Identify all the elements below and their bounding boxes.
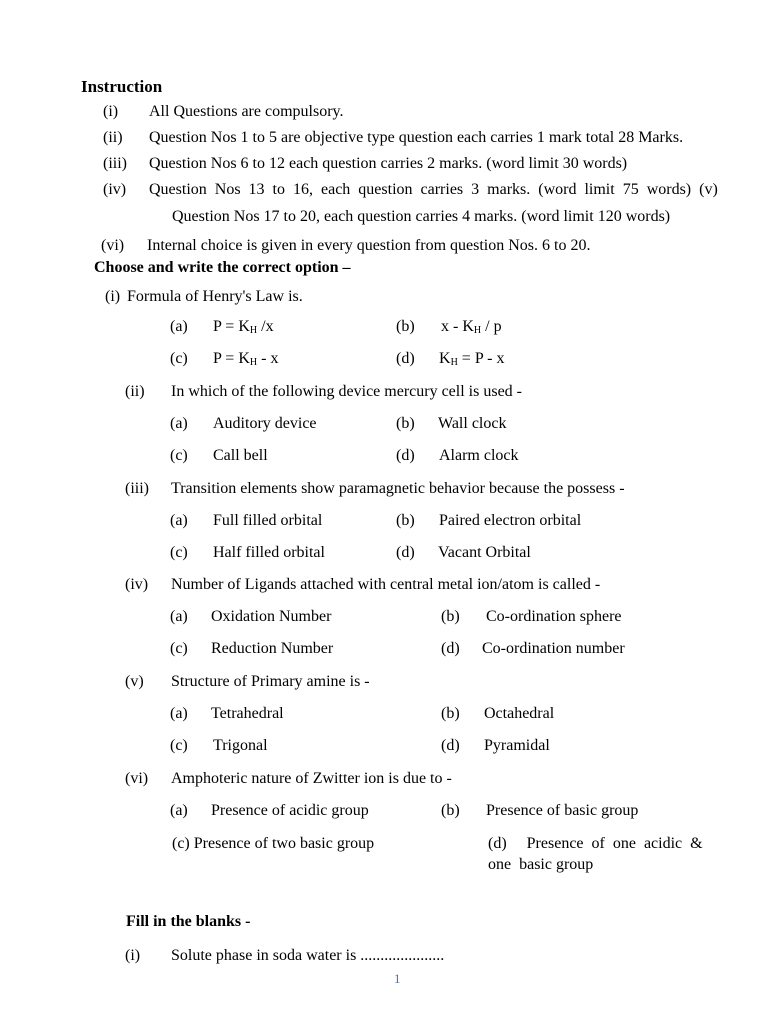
- option-label: (c): [170, 737, 188, 754]
- instruction-text: Internal choice is given in every question from question Nos. 6 to 20.: [147, 237, 591, 254]
- option-label: (d): [396, 544, 415, 561]
- option-text: Presence of basic group: [486, 802, 639, 819]
- question-text: Number of Ligands attached with central metal ion/atom is called -: [171, 576, 601, 593]
- section-heading: Choose and write the correct option –: [94, 259, 351, 276]
- option-formula: [213, 317, 274, 337]
- option-text: Wall clock: [438, 415, 507, 432]
- question-num: (iv): [125, 576, 149, 593]
- option-text: (c) Presence of two basic group: [172, 835, 375, 852]
- instruction-text: Question Nos 13 to 16, each question carries 3 marks. (word limit 75 words) (v): [149, 181, 718, 198]
- option-label: (a): [170, 512, 188, 529]
- formula-part: x - K: [441, 318, 474, 335]
- option-label: (b): [441, 802, 460, 819]
- option-text: Paired electron orbital: [439, 512, 582, 529]
- question-text: Amphoteric nature of Zwitter ion is due to -: [171, 770, 452, 787]
- option-text: Call bell: [213, 447, 268, 464]
- formula-part: - x: [257, 350, 279, 367]
- option-text: Vacant Orbital: [438, 544, 531, 561]
- instruction-num: (iv): [103, 181, 127, 198]
- option-label: (a): [170, 705, 188, 722]
- question-num: (vi): [125, 770, 149, 787]
- question-num: (ii): [125, 383, 145, 400]
- instruction-text: Question Nos 6 to 12 each question carries 2 marks. (word limit 30 words): [149, 155, 628, 172]
- option-label: (b): [396, 415, 415, 432]
- formula-sub: H: [249, 325, 258, 336]
- option-text-continued: one basic group: [488, 856, 594, 873]
- question-text: Transition elements show paramagnetic behavior because the possess -: [171, 480, 625, 497]
- instruction-text: All Questions are compulsory.: [149, 103, 344, 120]
- instruction-heading: Instruction: [81, 77, 163, 96]
- option-text: Auditory device: [213, 415, 317, 432]
- option-formula: [439, 349, 504, 369]
- option-label: (a): [170, 608, 188, 625]
- option-text: Alarm clock: [439, 447, 519, 464]
- page-number: 1: [394, 971, 401, 986]
- option-label: (b): [441, 705, 460, 722]
- option-text: Presence of acidic group: [211, 802, 369, 819]
- instruction-num: (iii): [103, 155, 127, 172]
- option-label: (c): [170, 350, 188, 367]
- question-num: (iii): [125, 480, 149, 497]
- option-label: (d): [441, 737, 460, 754]
- option-formula: [441, 317, 502, 337]
- question-text: Solute phase in soda water is .....................: [171, 947, 445, 964]
- option-text: Oxidation Number: [211, 608, 332, 625]
- question-num: (i): [105, 288, 121, 305]
- option-text: Half filled orbital: [213, 544, 325, 561]
- formula-sub: H: [249, 357, 258, 368]
- option-label: (c): [170, 544, 188, 561]
- formula-part: /x: [257, 318, 274, 335]
- option-text: Full filled orbital: [213, 512, 323, 529]
- option-text: Trigonal: [213, 737, 268, 754]
- option-label: (c): [170, 640, 188, 657]
- option-label: (a): [170, 318, 188, 335]
- option-label: (d): [396, 447, 415, 464]
- question-num: (i): [125, 947, 141, 964]
- formula-part: K: [439, 350, 451, 367]
- instruction-text: Question Nos 1 to 5 are objective type question each carries 1 mark total 28 Marks.: [149, 129, 684, 146]
- question-text: In which of the following device mercury cell is used -: [171, 383, 522, 400]
- option-formula: [213, 349, 278, 369]
- option-label: (b): [396, 512, 415, 529]
- formula-part: P = K: [213, 318, 250, 335]
- option-text: Co-ordination number: [482, 640, 625, 657]
- option-text: Octahedral: [484, 705, 555, 722]
- instruction-text: Question Nos 17 to 20, each question carries 4 marks. (word limit 120 words): [172, 208, 671, 225]
- formula-sub: H: [473, 325, 482, 336]
- option-label: (a): [170, 802, 188, 819]
- option-label: (b): [441, 608, 460, 625]
- formula-part: P = K: [213, 350, 250, 367]
- question-num: (v): [125, 673, 144, 690]
- option-text: Pyramidal: [484, 737, 550, 754]
- formula-sub: H: [450, 357, 458, 368]
- question-text: Structure of Primary amine is -: [171, 673, 370, 690]
- instruction-num: (vi): [101, 237, 125, 254]
- option-label: (b): [396, 318, 415, 335]
- option-label: (a): [170, 415, 188, 432]
- option-text: Tetrahedral: [211, 705, 284, 722]
- formula-part: = P - x: [457, 350, 505, 367]
- option-label: (d): [441, 640, 460, 657]
- section-heading: Fill in the blanks -: [126, 913, 251, 930]
- question-text: Formula of Henry's Law is.: [127, 288, 303, 305]
- option-text: Reduction Number: [211, 640, 334, 657]
- option-label: (c): [170, 447, 188, 464]
- formula-part: / p: [481, 318, 502, 335]
- option-label: (d): [396, 350, 415, 367]
- option-text: Co-ordination sphere: [486, 608, 622, 625]
- instruction-num: (i): [103, 103, 119, 120]
- instruction-num: (ii): [103, 129, 123, 146]
- option-text: (d) Presence of one acidic &: [488, 835, 703, 852]
